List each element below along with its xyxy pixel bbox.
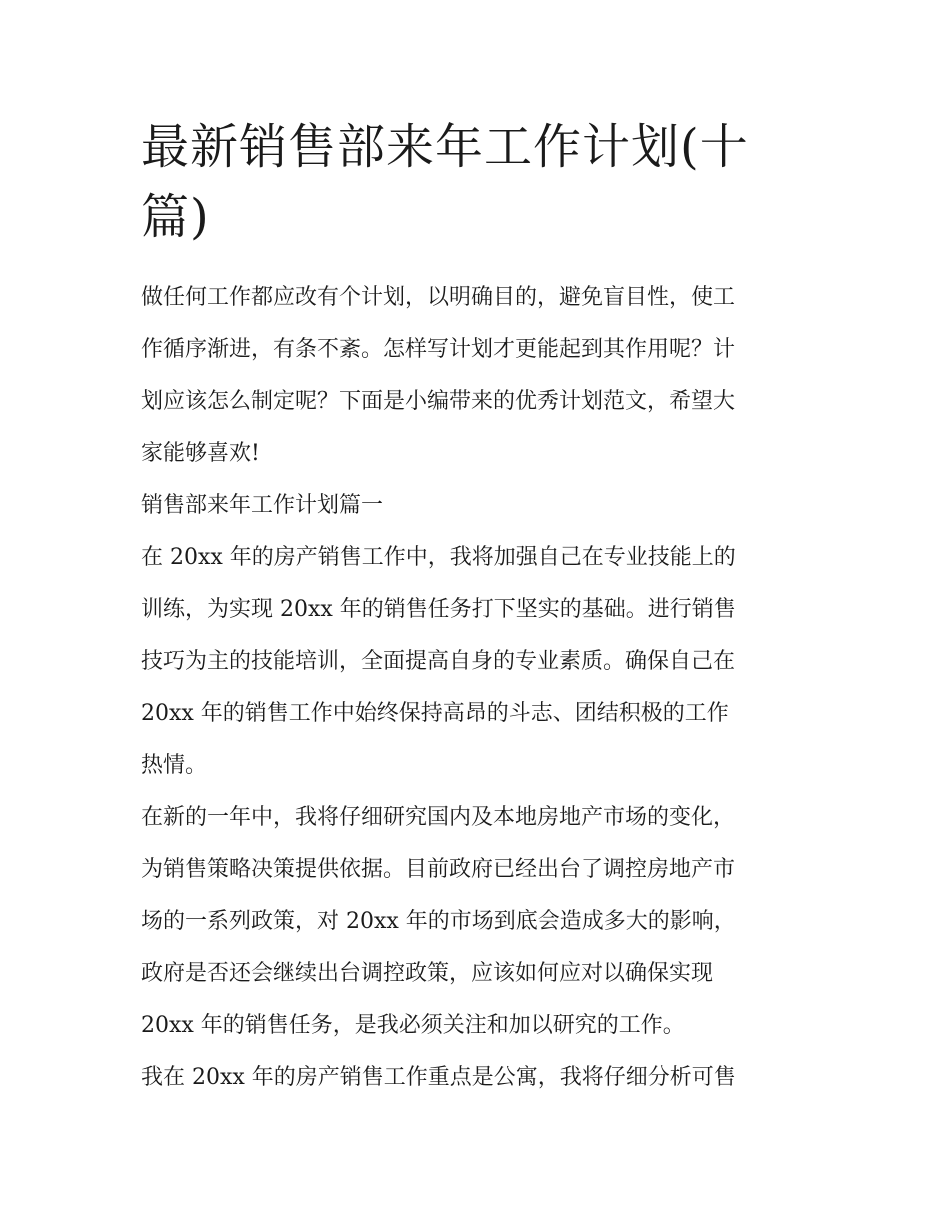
body-line: 在 20xx 年的房产销售工作中，我将加强自己在专业技能上的 xyxy=(141,545,736,570)
body-line: 热情。 xyxy=(141,753,208,778)
title-line-2: 篇) xyxy=(141,189,210,245)
title-line-1: 最新销售部来年工作计划(十 xyxy=(141,119,749,175)
body-line: 20xx 年的销售工作中始终保持高昂的斗志、团结积极的工作 xyxy=(141,701,729,726)
document-page xyxy=(141,112,813,1104)
body-line: 场的一系列政策，对 20xx 年的市场到底会造成多大的影响， xyxy=(141,909,736,934)
section-heading: 销售部来年工作计划篇一 xyxy=(141,493,384,518)
body-line: 为销售策略决策提供依据。目前政府已经出台了调控房地产市 xyxy=(141,857,736,882)
body-line: 我在 20xx 年的房产销售工作重点是公寓，我将仔细分析可售 xyxy=(141,1065,736,1090)
body-line: 训练，为实现 20xx 年的销售任务打下坚实的基础。进行销售 xyxy=(141,597,736,622)
body-line: 在新的一年中，我将仔细研究国内及本地房地产市场的变化， xyxy=(141,805,736,830)
document-title xyxy=(141,112,813,252)
body-line: 政府是否还会继续出台调控政策，应该如何应对以确保实现 xyxy=(141,961,714,986)
document-body xyxy=(141,272,813,1104)
body-line: 划应该怎么制定呢？下面是小编带来的优秀计划范文，希望大 xyxy=(141,389,736,414)
body-line: 技巧为主的技能培训，全面提高自身的专业素质。确保自己在 xyxy=(141,649,736,674)
body-line: 家能够喜欢! xyxy=(141,441,260,466)
body-line: 做任何工作都应改有个计划，以明确目的，避免盲目性，使工 xyxy=(141,285,736,310)
body-line: 20xx 年的销售任务，是我必须关注和加以研究的工作。 xyxy=(141,1013,685,1038)
body-line: 作循序渐进，有条不紊。怎样写计划才更能起到其作用呢？计 xyxy=(141,337,736,362)
